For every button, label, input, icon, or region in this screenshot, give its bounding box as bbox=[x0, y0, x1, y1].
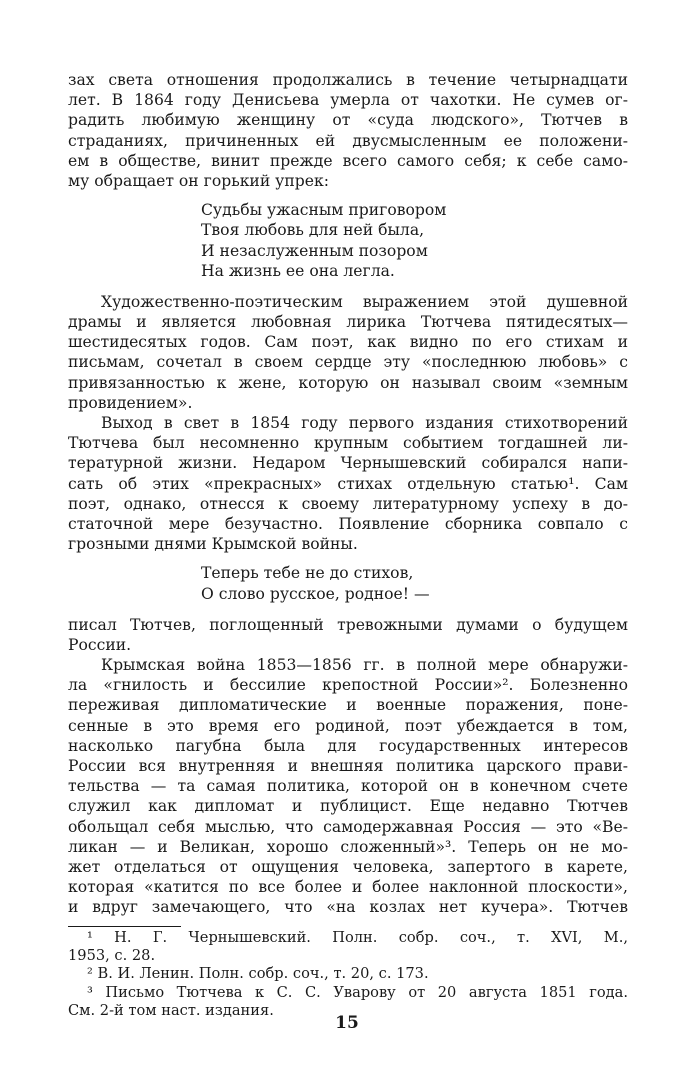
footnote-divider bbox=[68, 926, 181, 927]
verse-line: Твоя любовь для ней была, bbox=[201, 221, 425, 240]
text-line: лет. В 1864 году Денисьева умерла от чахотки. Не сумев ог- bbox=[68, 91, 628, 110]
text-line: обольщал себя мыслью, что самодержавная Россия — это «Ве- bbox=[68, 817, 628, 836]
paragraph-1 bbox=[68, 70, 628, 191]
footnote-line: 1953, с. 28. bbox=[68, 946, 156, 964]
text-line: и вдруг замечающего, что «на козлах нет кучера». Тютчев bbox=[68, 898, 628, 917]
text-line: ем в обществе, винит прежде всего самого себя; к себе само- bbox=[68, 151, 628, 170]
page-number: 15 bbox=[335, 1013, 359, 1033]
footnote-line: ² В. И. Ленин. Полн. собр. соч., т. 20, с. 173. bbox=[87, 965, 429, 983]
text-line: драмы и является любовная лирика Тютчева пятидесятых— bbox=[68, 313, 628, 332]
text-line: жет отделаться от ощущения человека, запертого в карете, bbox=[68, 857, 628, 876]
text-line: провидением». bbox=[68, 393, 193, 412]
text-line: Художественно-поэтическим выражением этой душевной bbox=[101, 292, 628, 311]
verse-quote-2 bbox=[201, 563, 628, 603]
text-line: страданиях, причиненных ей двусмысленным ее положени- bbox=[68, 131, 628, 150]
verse-quote-1 bbox=[201, 200, 628, 281]
text-line: сать об этих «прекрасных» стихах отдельную статью¹. Сам bbox=[68, 474, 628, 493]
text-line: писал Тютчев, поглощенный тревожными думами о будущем bbox=[68, 615, 628, 634]
page-body bbox=[68, 70, 628, 1020]
text-line: переживая дипломатические и военные поражения, поне- bbox=[68, 696, 628, 715]
text-line: статочной мере безучастно. Появление сборника совпало с bbox=[68, 514, 628, 533]
text-line: радить любимую женщину от «суда людского», Тютчев в bbox=[68, 111, 628, 130]
text-line: Выход в свет в 1854 году первого издания стихотворений bbox=[101, 414, 628, 432]
verse-line: О слово русское, родное! — bbox=[201, 584, 430, 603]
text-line: письмам, сочетал в своем сердце эту «последнюю любовь» с bbox=[68, 353, 628, 372]
text-line: тельства — та самая политика, которой он в конечном счете bbox=[68, 777, 628, 796]
text-line: зах света отношения продолжались в течение четырнадцати bbox=[68, 71, 628, 89]
text-line: Крымская война 1853—1856 гг. в полной мере обнаружи- bbox=[101, 656, 628, 675]
text-line: сенные в это время его родиной, поэт убеждается в том, bbox=[68, 716, 628, 735]
text-line: тературной жизни. Недаром Чернышевский собирался напи- bbox=[68, 454, 628, 473]
footnote-line: См. 2-й том наст. издания. bbox=[68, 1002, 274, 1020]
text-line: которая «катится по все более и более наклонной плоскости», bbox=[68, 878, 628, 897]
paragraph-4 bbox=[68, 615, 628, 655]
text-line: привязанностью к жене, которую он называл своим «земным bbox=[68, 373, 628, 392]
text-line: му обращает он горький упрек: bbox=[68, 171, 329, 190]
text-line: России. bbox=[68, 635, 132, 654]
text-line: ликан — и Великан, хорошо сложенный»³. Теперь он не мо- bbox=[68, 837, 628, 856]
text-line: Тютчева был несомненно крупным событием тогдашней ли- bbox=[68, 434, 628, 453]
text-line: России вся внутренняя и внешняя политика царского прави- bbox=[68, 757, 628, 775]
footnotes bbox=[68, 929, 628, 1021]
text-line: насколько пагубна была для государственных интересов bbox=[68, 736, 628, 755]
text-line: шестидесятых годов. Сам поэт, как видно по его стихам и bbox=[68, 333, 628, 352]
footnote-line: ¹ Н. Г. Чернышевский. Полн. собр. соч., т. XVI, М., bbox=[87, 928, 628, 946]
paragraph-5 bbox=[68, 655, 628, 917]
text-line: служил как дипломат и публицист. Еще недавно Тютчев bbox=[68, 797, 628, 816]
verse-line: И незаслуженным позором bbox=[201, 241, 428, 260]
paragraph-3 bbox=[68, 413, 628, 554]
verse-line: На жизнь ее она легла. bbox=[201, 261, 395, 280]
verse-line: Судьбы ужасным приговором bbox=[201, 201, 447, 220]
footnote-line: ³ Письмо Тютчева к С. С. Уварову от 20 августа 1851 года. bbox=[87, 983, 628, 1001]
verse-line: Теперь тебе не до стихов, bbox=[201, 564, 414, 583]
text-line: ла «гнилость и бессилие крепостной России»². Болезненно bbox=[68, 676, 628, 695]
text-line: поэт, однако, отнесся к своему литературному успеху в до- bbox=[68, 494, 628, 513]
paragraph-2 bbox=[68, 292, 628, 413]
text-line: грозными днями Крымской войны. bbox=[68, 535, 358, 554]
